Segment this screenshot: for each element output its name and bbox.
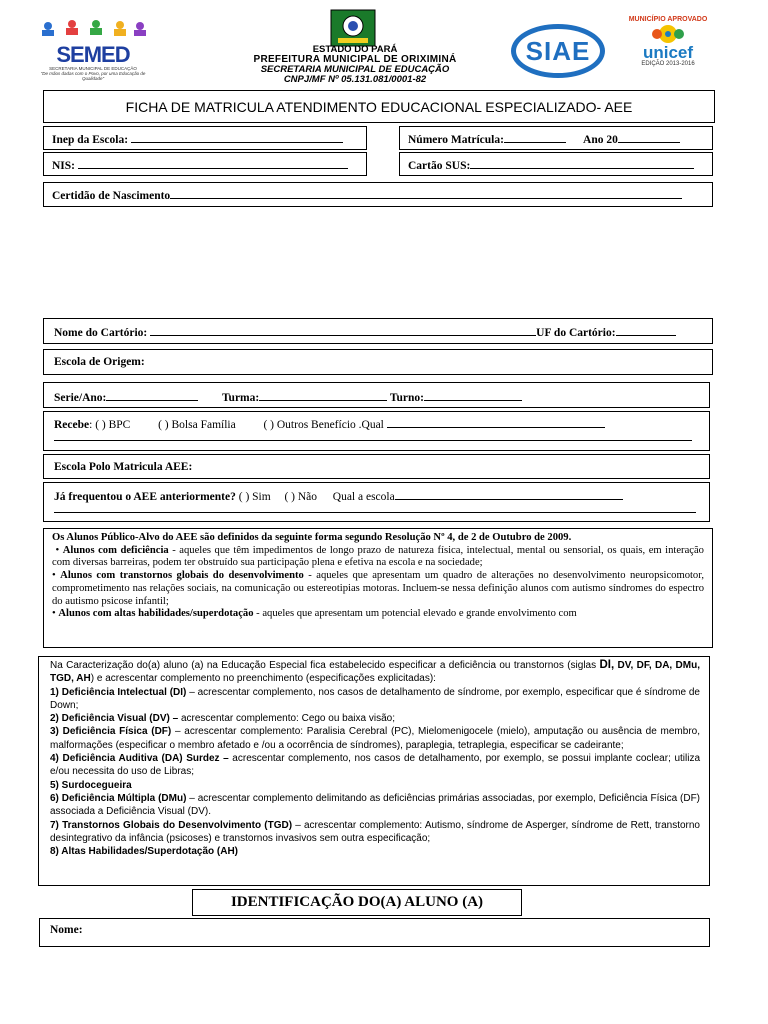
nis-label: NIS: <box>52 160 76 172</box>
publico-ah: • Alunos com altas habilidades/superdotação - aqueles que apresentam um potencial elevado e grande envolvimento com <box>52 608 577 620</box>
caracterizacao-intro: Na Caracterização do(a) aluno (a) na Educação Especial fica estabelecido especificar a deficiência ou transtornos (siglas DI, DV, DF, DA, DMu, TGD, AH) e acrescentar complemento no preenchimento (especificações explicitadas): <box>50 659 700 685</box>
semed-subtitle: SECRETARIA MUNICIPAL DE EDUCAÇÃO <box>49 66 137 71</box>
bolsa-familia-checkbox[interactable]: ( ) Bolsa Família <box>158 419 236 431</box>
gov-header <box>222 45 488 85</box>
sim-checkbox[interactable]: ( ) Sim <box>238 491 271 503</box>
cartorio-label: Nome do Cartório: <box>54 327 148 339</box>
serie-box <box>43 382 710 408</box>
item-da: 4) Deficiência Auditiva (DA) Surdez – acrescentar complemento, nos casos de detalhamento, por exemplo, se possui implante coclear; utiliza e/ou necessita do uso de Libras; <box>50 753 701 778</box>
unicef-edition: EDIÇÃO 2013-2016 <box>641 61 695 67</box>
polo-label: Escola Polo Matricula AEE: <box>54 461 193 473</box>
bpc-checkbox[interactable]: : ( ) BPC <box>89 419 131 431</box>
uf-label: UF do Cartório: <box>536 327 616 339</box>
gov-cnpj: CNPJ/MF Nº 05.131.081/0001-82 <box>283 74 427 85</box>
unicef-flower-icon <box>643 23 693 45</box>
frequentou-line2[interactable] <box>54 512 696 513</box>
publico-deficiencia: • Alunos com deficiência - aqueles que têm impedimentos de longo prazo de natureza física, intelectual, mental ou sensorial, os quais, em interação com diversas barreiras, podem ter obstruído sua participação plena e efetiva na escola e na sociedade; <box>52 544 704 569</box>
nis-box <box>43 152 367 176</box>
certidao-label: Certidão de Nascimento <box>52 190 171 202</box>
item-tgd: 7) Transtornos Globais do Desenvolvimento (TGD) – acrescentar complemento: Autismo, síndrome de Asperger, síndrome de Rett, transtorno desintegrativo da infância (psicoses) e transtornos invasivos sem outra especificação; <box>50 819 700 844</box>
cartorio-box <box>43 318 713 344</box>
unicef-seal <box>620 16 716 82</box>
identificacao-title-box <box>192 889 522 916</box>
semed-wordmark: SEMED <box>56 42 130 67</box>
inep-box <box>43 126 367 150</box>
origem-field[interactable] <box>184 352 704 372</box>
turno-label: Turno: <box>389 392 424 404</box>
serie-field[interactable] <box>106 390 198 401</box>
certidao-box <box>43 182 713 207</box>
coat-of-arms <box>328 8 378 48</box>
siae-text: SIAE <box>525 35 591 66</box>
inep-field[interactable] <box>131 132 343 143</box>
frequentou-box <box>43 482 710 522</box>
polo-field[interactable] <box>214 457 694 476</box>
nao-checkbox[interactable]: ( ) Não <box>284 491 318 503</box>
nome-label: Nome: <box>50 924 83 936</box>
gov-prefeitura: PREFEITURA MUNICIPAL DE ORIXIMINÁ <box>253 54 457 65</box>
turma-label: Turma: <box>221 392 260 404</box>
uf-field[interactable] <box>616 325 676 336</box>
coat-of-arms-icon <box>328 8 378 48</box>
qual-escola-label: Qual a escola <box>332 491 395 503</box>
publico-intro: Os Alunos Público-Alvo do AEE são definidos da seguinte forma segundo Resolução Nº 4, de 2 de Outubro de 2009. <box>52 532 572 543</box>
sus-field[interactable] <box>470 158 694 169</box>
nome-field[interactable] <box>100 921 700 944</box>
item-dv: 2) Deficiência Visual (DV) – acrescentar complemento: Cego ou baixa visão; <box>50 713 395 725</box>
item-di: 1) Deficiência Intelectual (DI) – acrescentar complemento, nos casos de detalhamento de síndrome, por exemplo, especificar que é síndrome de Down; <box>50 686 700 711</box>
semed-motto: "De mãos dadas com o Povo, por uma Educação de Qualidade" <box>40 71 146 81</box>
gov-state: ESTADO DO PARÁ <box>312 44 398 55</box>
item-surdocegueira: 5) Surdocegueira <box>50 779 132 791</box>
cartorio-field[interactable] <box>150 325 536 336</box>
numero-field[interactable] <box>504 132 566 143</box>
certidao-field[interactable] <box>170 188 682 199</box>
identificacao-title: IDENTIFICAÇÃO DO(A) ALUNO (A) <box>230 894 484 910</box>
polo-box <box>43 454 710 479</box>
outros-beneficio-checkbox[interactable]: ( ) Outros Benefício .Qual <box>263 419 384 431</box>
publico-tgd: • Alunos com transtornos globais do desenvolvimento - aqueles que apresentam um quadro de alterações no desenvolvimento neuropsicomotor, comprometimento nas relações sociais, na comunicação ou estereotipias motoras. Incluem-se nessa definição alunos com autismo síndromes do espectro do autismo psicose infantil; <box>52 570 704 607</box>
ano-label: Ano 20 <box>583 134 618 146</box>
semed-logo <box>34 18 152 80</box>
sus-label: Cartão SUS: <box>408 160 471 172</box>
item-ah: 8) Altas Habilidades/Superdotação (AH) <box>50 846 238 858</box>
caracterizacao-box <box>38 656 710 886</box>
outros-qual-field[interactable] <box>387 417 605 428</box>
publico-alvo-box <box>43 528 713 648</box>
frequentou-label: Já frequentou o AEE anteriormente? <box>54 491 236 503</box>
recebe-label: Recebe <box>54 419 90 431</box>
form-title-box <box>43 90 715 123</box>
serie-label: Serie/Ano: <box>54 392 107 404</box>
numero-label: Número Matrícula: <box>408 134 504 146</box>
inep-label: Inep da Escola: <box>52 134 129 146</box>
recebe-box <box>43 411 710 451</box>
qual-escola-field[interactable] <box>395 489 623 500</box>
ano-field[interactable] <box>618 132 680 143</box>
item-df: 3) Deficiência Física (DF) – acrescentar complemento: Paralisia Cerebral (PC), Mielomenigocele (mielo), amputação ou ausência de membro, malformações (especificar o membro afetado e /ou a ocorrência de síndromes), paraplegia, tetraplegia, especificar se cadeirante; <box>50 726 700 751</box>
turma-field[interactable] <box>259 390 387 401</box>
siae-logo <box>511 24 605 78</box>
turno-field[interactable] <box>424 390 522 401</box>
recebe-line2[interactable] <box>54 440 692 441</box>
unicef-arc-text: MUNICÍPIO APROVADO <box>628 16 708 23</box>
origem-label: Escola de Origem: <box>54 356 145 368</box>
form-title: FICHA DE MATRICULA ATENDIMENTO EDUCACIONAL ESPECIALIZADO- AEE <box>125 98 633 115</box>
nome-box <box>39 918 710 947</box>
nis-field[interactable] <box>78 158 348 169</box>
sus-box <box>399 152 713 176</box>
gov-secretaria: SECRETARIA MUNICIPAL DE EDUCAÇÃO <box>260 64 450 75</box>
unicef-wordmark: unicef <box>642 43 694 62</box>
numero-box <box>399 126 713 150</box>
item-dmu: 6) Deficiência Múltipla (DMu) – acrescentar complemento delimitando as deficiências primárias associadas, por exemplo, Deficiência Física (DF) associada a Deficiência Visual (DV). <box>50 792 701 818</box>
origem-box <box>43 349 713 375</box>
